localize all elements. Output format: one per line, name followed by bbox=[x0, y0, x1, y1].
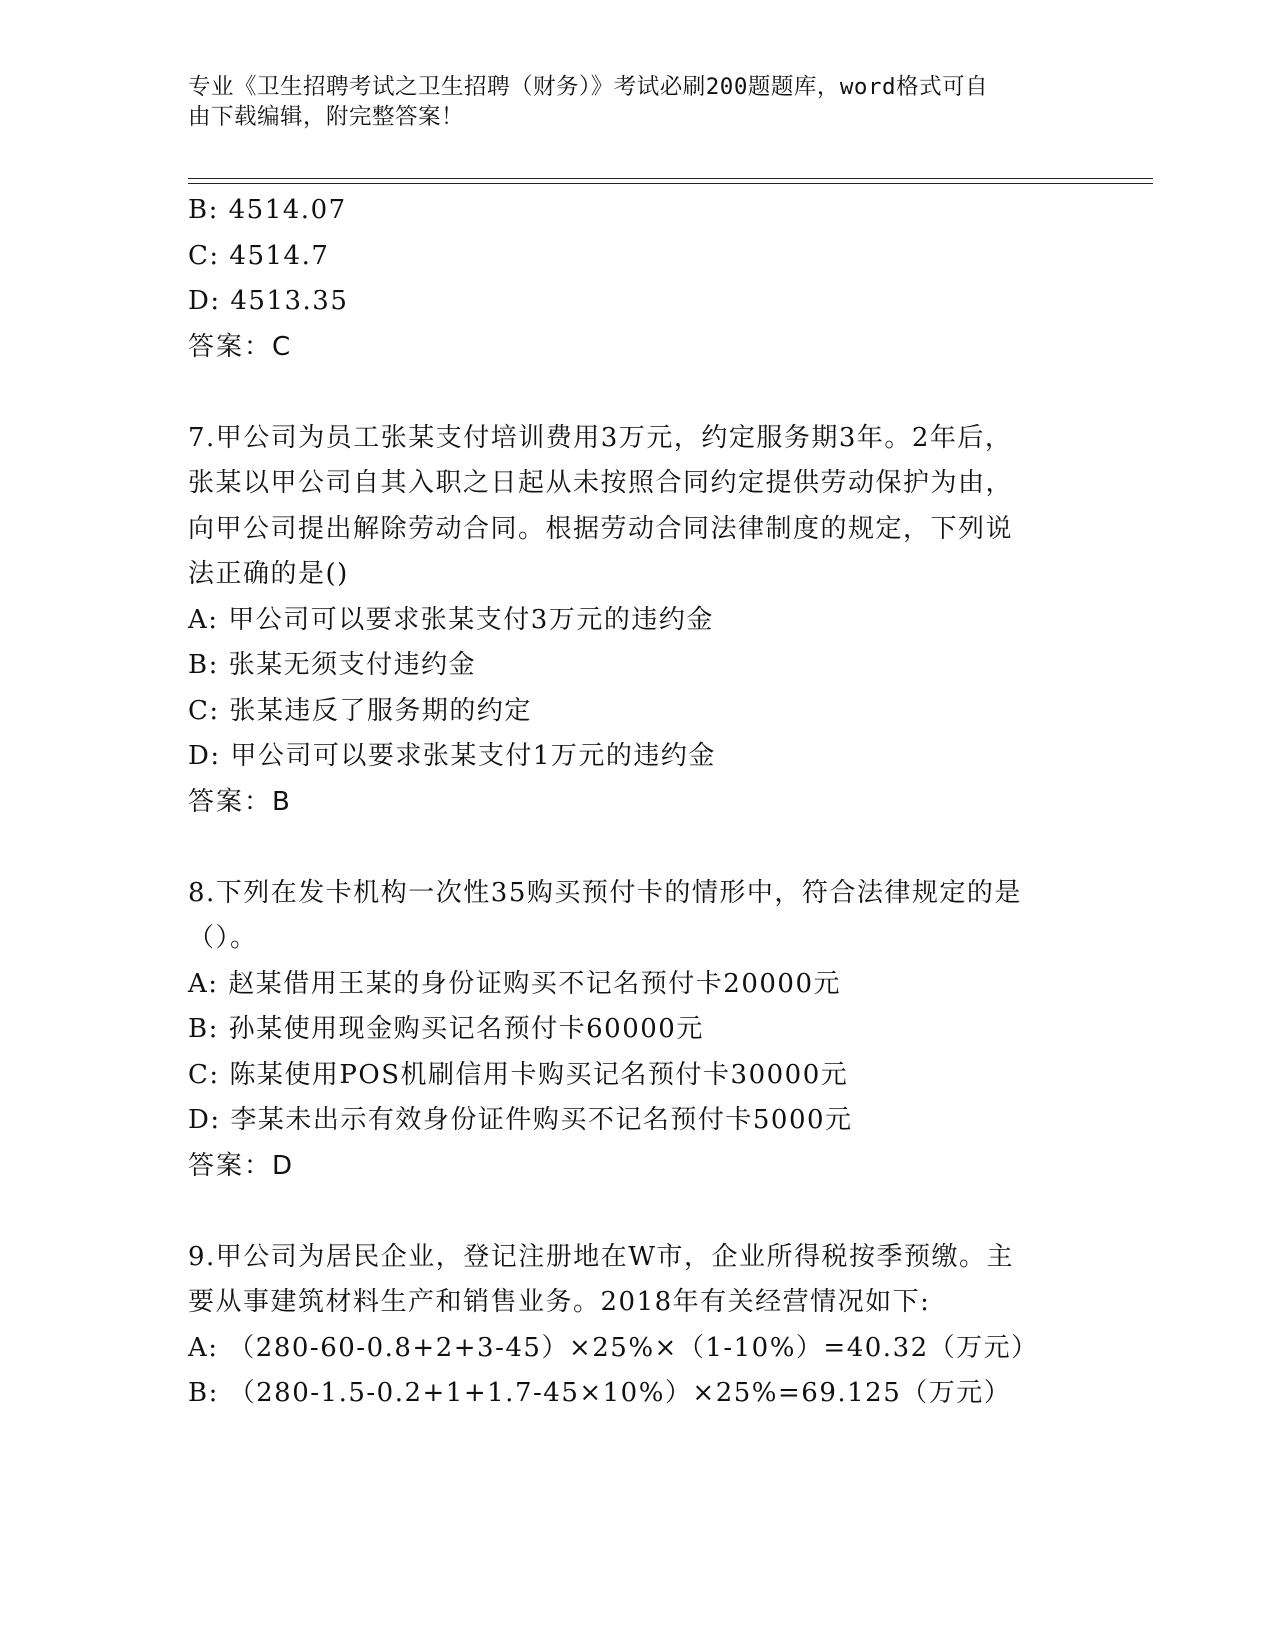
header-line-2: 由下载编辑，附完整答案！ bbox=[188, 104, 465, 130]
question-stem-line: 张某以甲公司自其入职之日起从未按照合同约定提供劳动保护为由， bbox=[188, 468, 1014, 498]
question-9 bbox=[188, 1235, 1088, 1417]
option-c: C: 4514.7 bbox=[188, 240, 330, 271]
question-stem-line: 7.甲公司为员工张某支付培训费用3万元，约定服务期3年。2年后， bbox=[188, 422, 1013, 453]
option-b: B: 张某无须支付违约金 bbox=[188, 650, 477, 680]
question-7 bbox=[188, 416, 1088, 826]
previous-question bbox=[188, 188, 1088, 370]
option-d: D: 李某未出示有效身份证件购买不记名预付卡5000元 bbox=[188, 1105, 853, 1135]
answer-line: 答案：B bbox=[188, 786, 292, 817]
question-stem-line: 要从事建筑材料生产和销售业务。2018年有关经营情况如下: bbox=[188, 1287, 931, 1317]
option-c: C: 张某违反了服务期的约定 bbox=[188, 695, 532, 726]
option-b: B: （280-1.5-0.2+1+1.7-45×10%）×25%=69.125（万元） bbox=[188, 1378, 1012, 1408]
option-c: C: 陈某使用POS机刷信用卡购买记名预付卡30000元 bbox=[188, 1059, 849, 1090]
answer-line: 答案：C bbox=[188, 331, 293, 362]
question-stem-line: 9.甲公司为居民企业，登记注册地在W市，企业所得税按季预缴。主 bbox=[188, 1241, 1015, 1272]
question-stem-line: 向甲公司提出解除劳动合同。根据劳动合同法律制度的规定，下列说 bbox=[188, 513, 1014, 544]
option-a: A: （280-60-0.8+2+3-45）×25%×（1-10%）=40.32（万元） bbox=[188, 1332, 1039, 1363]
question-stem-line: 8.下列在发卡机构一次性35购买预付卡的情形中，符合法律规定的是 bbox=[188, 877, 1022, 908]
header-rule-top bbox=[188, 178, 1153, 179]
document-header bbox=[188, 72, 1068, 132]
option-b: B: 孙某使用现金购买记名预付卡60000元 bbox=[188, 1014, 704, 1044]
question-stem-line: （）。 bbox=[188, 923, 258, 953]
option-b: B: 4514.07 bbox=[188, 195, 347, 225]
option-a: A: 甲公司可以要求张某支付3万元的违约金 bbox=[188, 604, 714, 635]
header-line-1: 专业《卫生招聘考试之卫生招聘（财务）》考试必刷200题题库，word格式可自 bbox=[188, 74, 989, 100]
header-rule-bottom bbox=[188, 183, 1153, 184]
option-d: D: 4513.35 bbox=[188, 286, 349, 316]
question-8 bbox=[188, 871, 1088, 1190]
question-stem-line: 法正确的是() bbox=[188, 559, 349, 589]
option-d: D: 甲公司可以要求张某支付1万元的违约金 bbox=[188, 741, 716, 771]
answer-line: 答案：D bbox=[188, 1150, 295, 1181]
option-a: A: 赵某借用王某的身份证购买不记名预付卡20000元 bbox=[188, 968, 842, 999]
document-body bbox=[188, 188, 1088, 1417]
